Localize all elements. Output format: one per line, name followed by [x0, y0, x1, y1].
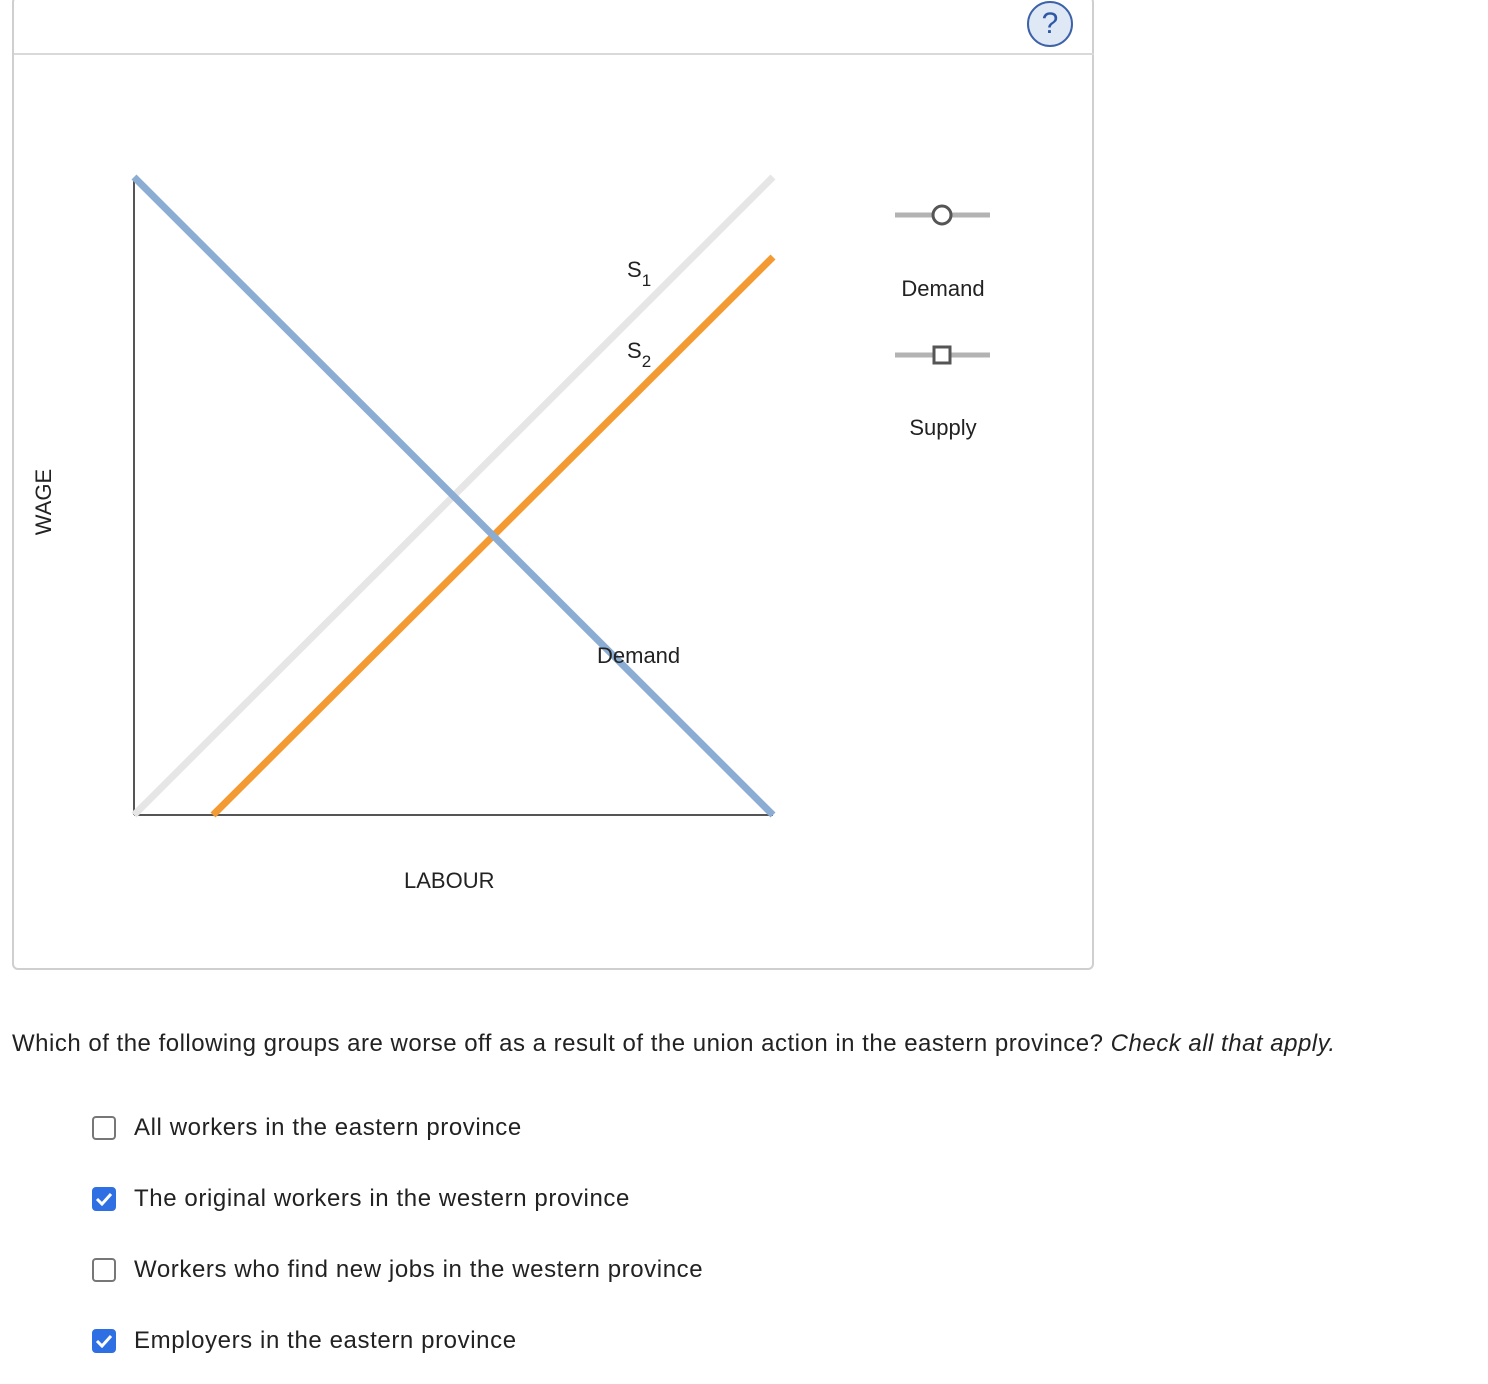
x-axis-label: LABOUR [404, 868, 495, 893]
option-label: All workers in the eastern province [134, 1114, 522, 1141]
checkbox[interactable] [92, 1116, 116, 1140]
checkmark-icon [95, 1192, 113, 1206]
question-text [12, 1030, 1336, 1058]
s1-curve-label: $S_1$ [627, 257, 652, 290]
help-icon: ? [1041, 7, 1059, 40]
demand-curve-label: Demand [597, 643, 681, 668]
option-employers-eastern[interactable] [92, 1327, 517, 1355]
question-main: Which of the following groups are worse off as a result of the union action in the eastern province? [12, 1030, 1111, 1057]
checkbox[interactable] [92, 1187, 116, 1211]
legend-demand-label: Demand [901, 276, 985, 301]
circle-marker-icon [933, 206, 951, 224]
s2-curve-label: $S_2$ [627, 338, 652, 371]
option-label: The original workers in the western province [134, 1185, 630, 1212]
option-all-workers-eastern[interactable] [92, 1114, 522, 1142]
checkbox[interactable] [92, 1258, 116, 1282]
option-new-jobs-western[interactable] [92, 1256, 703, 1284]
checkbox[interactable] [92, 1329, 116, 1353]
legend-supply-tool[interactable] [895, 347, 990, 363]
question-instruction: Check all that apply. [1110, 1030, 1336, 1057]
option-original-workers-western[interactable] [92, 1185, 630, 1213]
checkmark-icon [95, 1334, 113, 1348]
y-axis-label: WAGE [31, 468, 56, 536]
square-marker-icon [934, 347, 950, 363]
legend-demand-tool[interactable] [895, 206, 990, 224]
option-label: Workers who find new jobs in the western province [134, 1256, 704, 1283]
legend-supply-label: Supply [909, 415, 977, 440]
option-label: Employers in the eastern province [134, 1327, 517, 1354]
